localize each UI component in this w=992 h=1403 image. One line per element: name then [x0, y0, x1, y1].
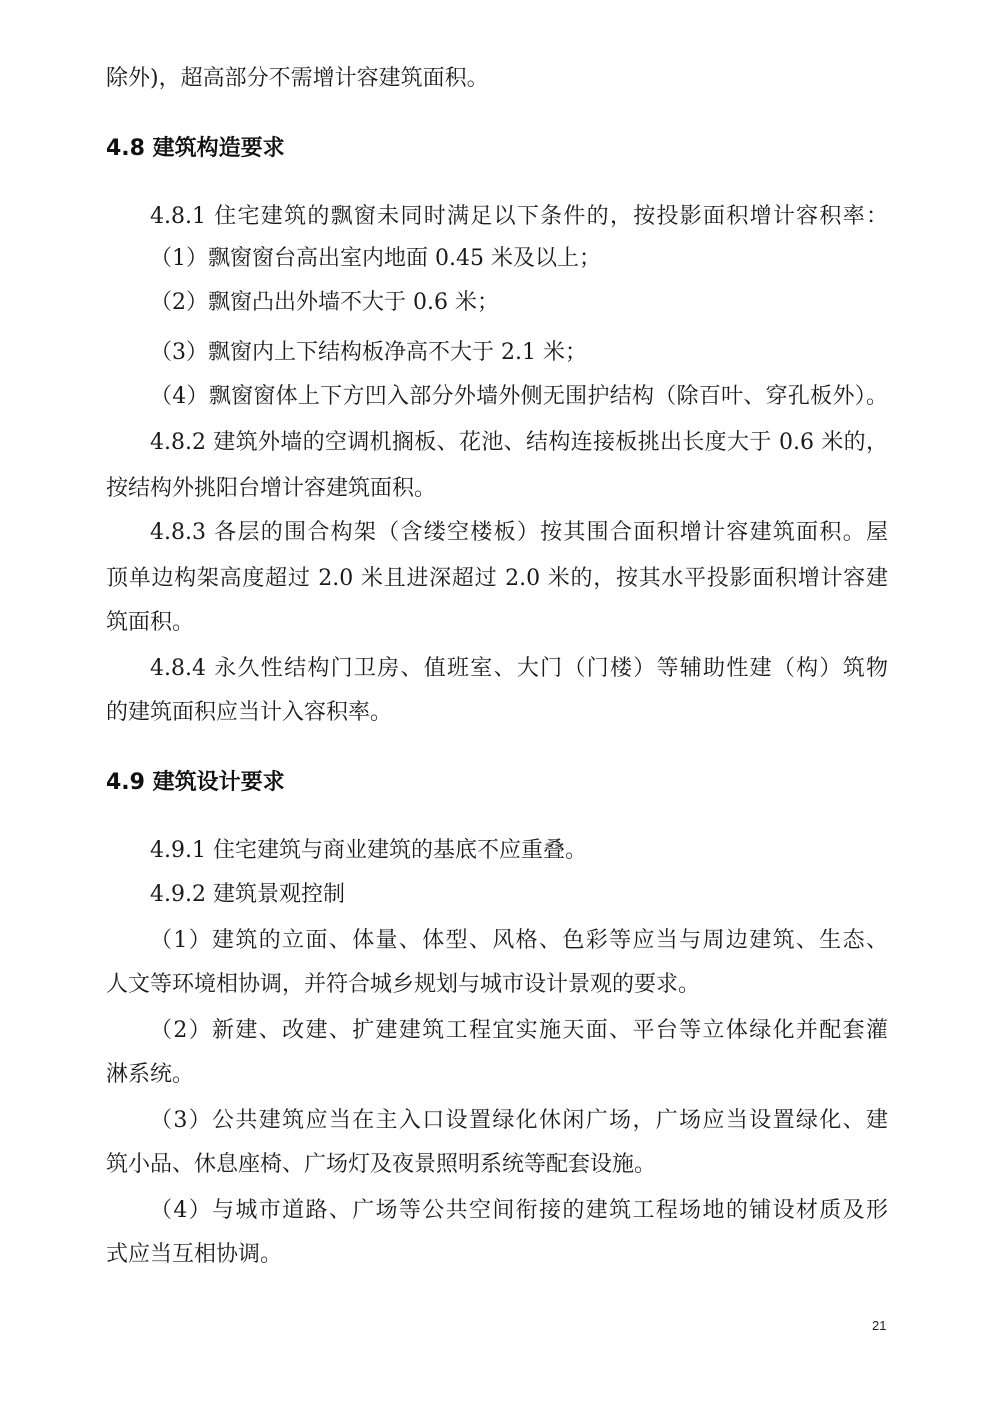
- list-item: （4）飘窗窗体上下方凹入部分外墙外侧无围护结构（除百叶、穿孔板外）。: [150, 384, 888, 409]
- paragraph-line: 4.9.2 建筑景观控制: [150, 882, 345, 907]
- paragraph-line: 除外)，超高部分不需增计容建筑面积。: [106, 66, 489, 91]
- paragraph-line: 4.8.1 住宅建筑的飘窗未同时满足以下条件的，按投影面积增计容积率：: [150, 204, 888, 229]
- list-item: （3）公共建筑应当在主入口设置绿化休闲广场，广场应当设置绿化、建: [150, 1108, 888, 1133]
- paragraph-line: 4.8.4 永久性结构门卫房、值班室、大门（门楼）等辅助性建（构）筑物: [150, 656, 888, 681]
- page-number: 21: [872, 1318, 887, 1333]
- paragraph-line: 人文等环境相协调，并符合城乡规划与城市设计景观的要求。: [106, 972, 701, 997]
- list-item: （1）建筑的立面、体量、体型、风格、色彩等应当与周边建筑、生态、: [150, 928, 888, 953]
- section-heading-4-8: 4.8 建筑构造要求: [106, 136, 285, 161]
- section-heading-4-9: 4.9 建筑设计要求: [106, 770, 285, 795]
- paragraph-line: 顶单边构架高度超过 2.0 米且进深超过 2.0 米的，按其水平投影面积增计容建: [106, 566, 888, 591]
- paragraph-line: 筑小品、休息座椅、广场灯及夜景照明系统等配套设施。: [106, 1152, 657, 1177]
- paragraph-line: 的建筑面积应当计入容积率。: [106, 700, 393, 725]
- paragraph-line: 按结构外挑阳台增计容建筑面积。: [106, 476, 437, 501]
- paragraph-line: 筑面积。: [106, 610, 195, 635]
- paragraph-line: 4.9.1 住宅建筑与商业建筑的基底不应重叠。: [150, 838, 587, 863]
- paragraph-line: 4.8.3 各层的围合构架（含缕空楼板）按其围合面积增计容建筑面积。屋: [150, 520, 888, 545]
- list-item: （4）与城市道路、广场等公共空间衔接的建筑工程场地的铺设材质及形: [150, 1198, 888, 1223]
- list-item: （2）新建、改建、扩建建筑工程宜实施天面、平台等立体绿化并配套灌: [150, 1018, 888, 1043]
- list-item: （2）飘窗凸出外墙不大于 0.6 米；: [150, 290, 499, 315]
- list-item: （1）飘窗窗台高出室内地面 0.45 米及以上；: [150, 246, 601, 271]
- paragraph-line: 4.8.2 建筑外墙的空调机搁板、花池、结构连接板挑出长度大于 0.6 米的，: [150, 430, 888, 455]
- list-item: （3）飘窗内上下结构板净高不大于 2.1 米；: [150, 340, 587, 365]
- paragraph-line: 淋系统。: [106, 1062, 195, 1087]
- paragraph-line: 式应当互相协调。: [106, 1242, 283, 1267]
